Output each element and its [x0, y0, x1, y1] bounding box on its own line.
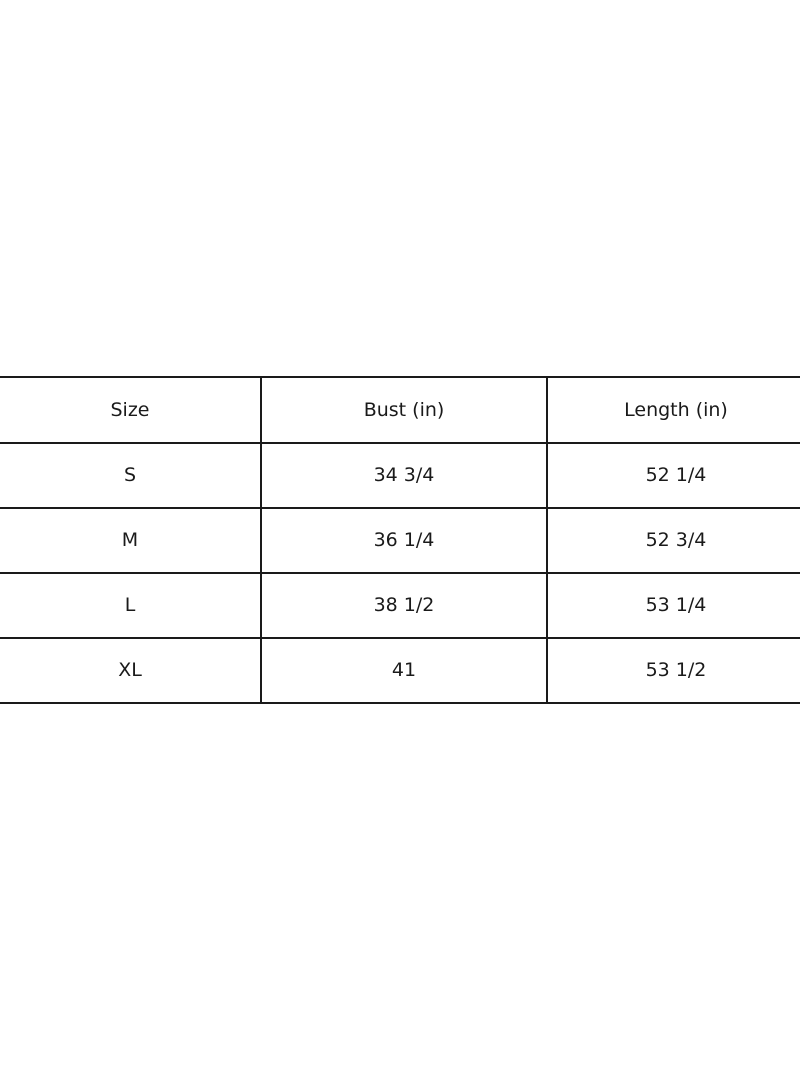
cell-length: 52 1/4: [547, 443, 800, 508]
size-chart-table-container: [0, 376, 800, 704]
cell-bust: 38 1/2: [261, 573, 547, 638]
table-row: [0, 508, 800, 573]
cell-bust: 41: [261, 638, 547, 703]
cell-length: 52 3/4: [547, 508, 800, 573]
cell-size: M: [0, 508, 261, 573]
cell-size: L: [0, 573, 261, 638]
table-row: [0, 443, 800, 508]
cell-length: 53 1/4: [547, 573, 800, 638]
cell-bust: 34 3/4: [261, 443, 547, 508]
cell-size: S: [0, 443, 261, 508]
cell-length: 53 1/2: [547, 638, 800, 703]
column-header-length: Length (in): [547, 377, 800, 443]
table-row: [0, 573, 800, 638]
size-chart-table: [0, 376, 800, 704]
cell-bust: 36 1/4: [261, 508, 547, 573]
size-chart-header: [0, 377, 800, 443]
column-header-bust: Bust (in): [261, 377, 547, 443]
column-header-size: Size: [0, 377, 261, 443]
table-header-row: [0, 377, 800, 443]
cell-size: XL: [0, 638, 261, 703]
table-row: [0, 638, 800, 703]
size-chart-body: [0, 443, 800, 703]
